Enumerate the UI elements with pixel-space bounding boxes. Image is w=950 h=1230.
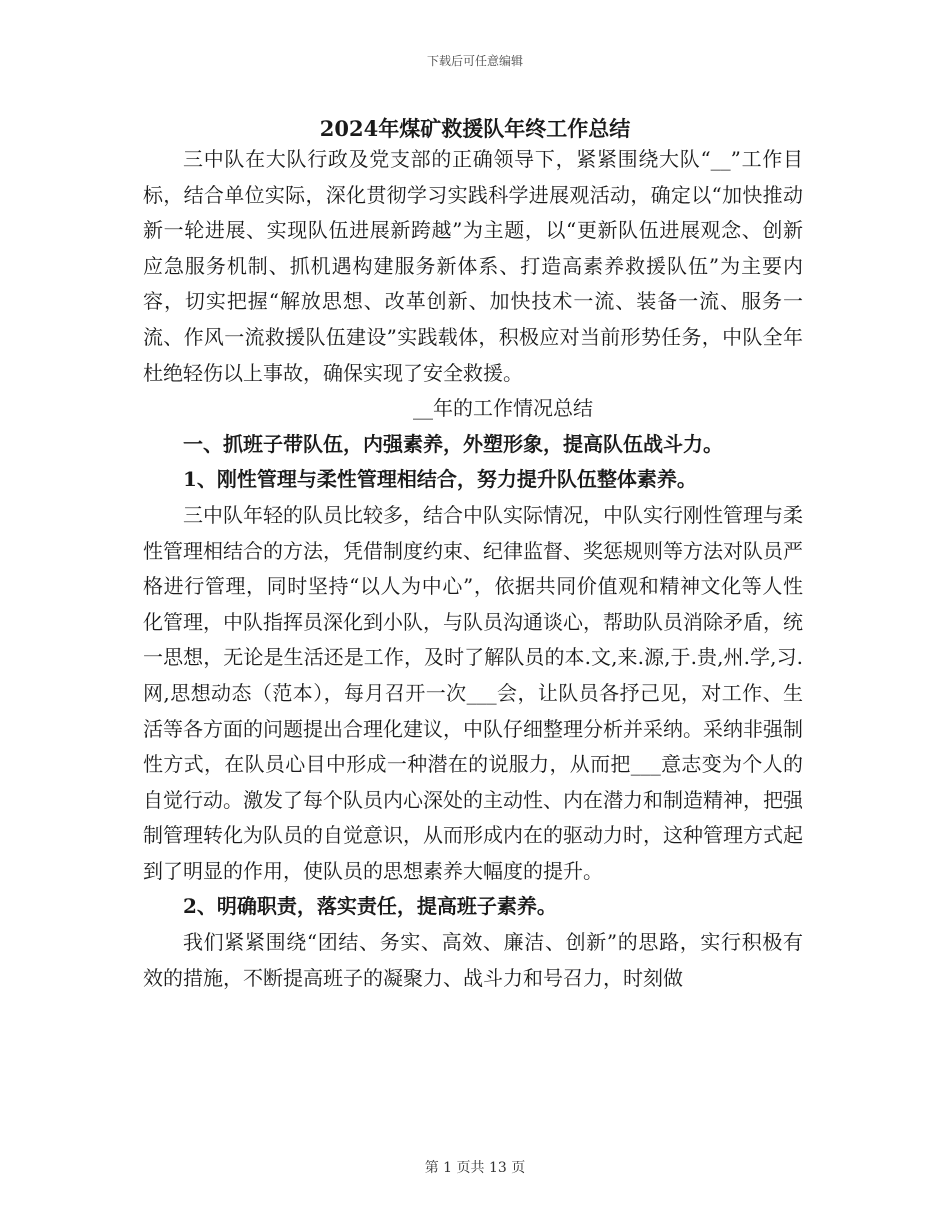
page-footer: 第 1 页共 13 页 bbox=[424, 1160, 526, 1176]
heading-1-2: 2、明确职责，落实责任，提高班子素养。 bbox=[183, 894, 557, 919]
paragraph-1-1: 三中队年轻的队员比较多，结合中队实际情况，中队实行刚性管理与柔性管理相结合的方法，凭借制度约束、纪律监督、奖惩规则等方法对队员严格进行管理，同时坚持“以人为中心”，依据共同价值观和精神文化等人性化管理，中队指挥员深化到小队，与队员沟通谈心，帮助队员消除矛盾，统一思想，无论是生活还是工作，及时了解队员的本.文,来.源,于.贵,州.学,习.网,思想动态（范本），每月召开一次___会，让队员各抒己见，对工作、生活等各方面的问题提出合理化建议，中队仔细整理分析并采纳。采纳非强制性方式，在队员心目中形成一种潜在的说服力，从而把___意志变为个人的自觉行动。激发了每个队员内心深处的主动性、内在潜力和制造精神，把强制管理转化为队员的自觉意识，从而形成内在的驱动力时，这种管理方式起到了明显的作用，使队员的思想素养大幅度的提升。 bbox=[143, 502, 803, 883]
intro-paragraph: 三中队在大队行政及党支部的正确领导下，紧紧围绕大队“__”工作目标，结合单位实际，深化贯彻学习实践科学进展观活动，确定以“加快推动新一轮进展、实现队伍进展新跨越”为主题，以“更新队伍进展观念、创新应急服务机制、抓机遇构建服务新体系、打造高素养救援队伍”为主要内容，切实把握“解放思想、改革创新、加快技术一流、装备一流、服务一流、作风一流救援队伍建设”实践载体，积极应对当前形势任务，中队全年杜绝轻伤以上事故，确保实现了安全救援。 bbox=[143, 147, 803, 385]
heading-1-1: 1、刚性管理与柔性管理相结合，努力提升队伍整体素养。 bbox=[183, 467, 697, 492]
section-title: __年的工作情况总结 bbox=[413, 396, 593, 421]
document-body bbox=[143, 142, 803, 996]
page-header-note: 下载后可任意编辑 bbox=[426, 54, 523, 68]
heading-1: 一、抓班子带队伍，内强素养，外塑形象，提高队伍战斗力。 bbox=[183, 431, 723, 456]
paragraph-1-2: 我们紧紧围绕“团结、务实、高效、廉洁、创新”的思路，实行积极有效的措施，不断提高班子的凝聚力、战斗力和号召力，时刻做 bbox=[143, 930, 803, 990]
document-title: 2024年煤矿救援队年终工作总结 bbox=[319, 116, 631, 141]
